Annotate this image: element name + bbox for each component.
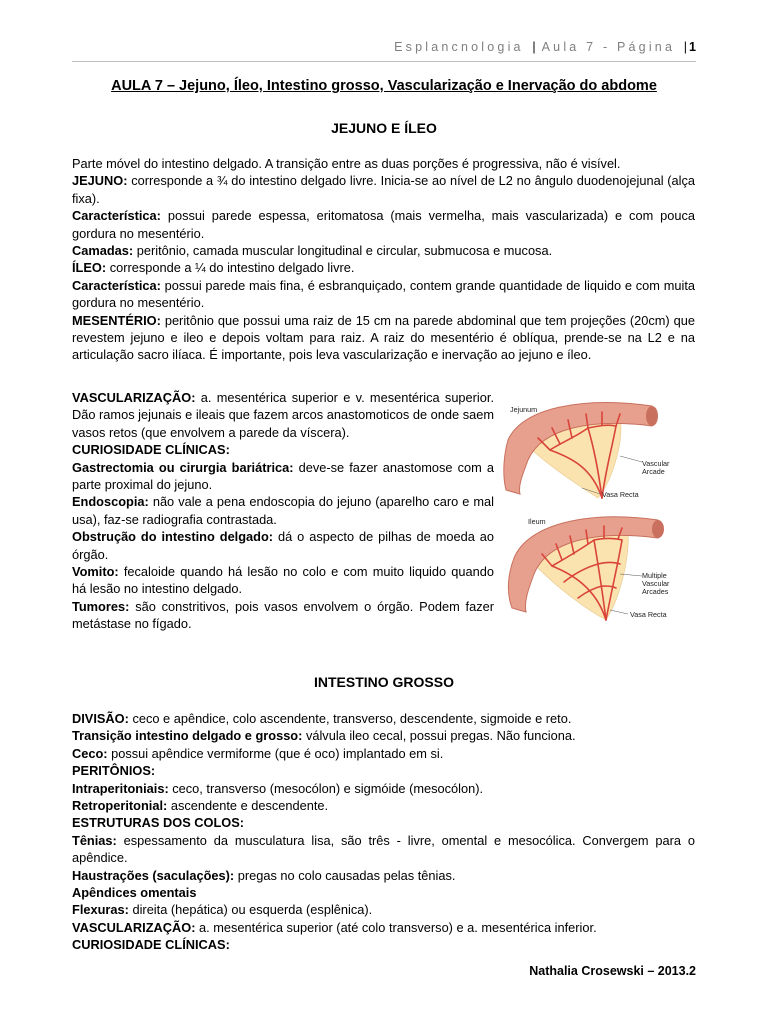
- intestine-vascular-arcades-figure: [502, 398, 702, 630]
- paragraph-curiosidades-heading: [72, 441, 494, 458]
- paragraph-caracteristica-ileo: [72, 277, 695, 312]
- label-multiple-2: Vascular: [642, 579, 670, 588]
- text-obstrucao: dá o aspecto de pilhas de moeda ao órgão.: [72, 529, 494, 562]
- paragraph-mesenterio: [72, 312, 695, 364]
- text-caracteristica-jejuno: possui parede espessa, eritomatosa (mais vermelha, mais vascularizada) e com pouca gordura no mesentério.: [72, 208, 695, 241]
- label-tumores: Tumores:: [72, 598, 130, 614]
- ileum-diagram: [508, 517, 670, 620]
- text-divisao: ceco e apêndice, colo ascendente, transverso, descendente, sigmoide e reto.: [132, 711, 572, 726]
- text-tumores: são constritivos, pois vasos envolvem o órgão. Podem fazer metástase no fígado.: [72, 598, 494, 632]
- text-retroperitonial: ascendente e descendente.: [170, 798, 329, 814]
- label-jejuno: JEJUNO:: [72, 173, 128, 189]
- label-intraperitoniais: Intraperitoniais:: [72, 780, 169, 796]
- paragraph-haustracoes: [72, 867, 695, 884]
- label-tenias: Tênias:: [72, 832, 117, 848]
- label-haustracoes: Haustrações (saculações):: [72, 867, 235, 883]
- text-haustracoes: pregas no colo causadas pelas tênias.: [237, 867, 456, 883]
- label-transicao: Transição intestino delgado e grosso:: [72, 728, 303, 744]
- label-vascular-arcade-1: Vascular: [642, 459, 670, 468]
- text-ileo: corresponde a ¼ do intestino delgado livre.: [109, 260, 355, 276]
- label-mesenterio: MESENTÉRIO:: [72, 312, 161, 328]
- paragraph-vomito: [72, 563, 494, 598]
- label-ileo: ÍLEO:: [72, 260, 107, 276]
- header-course: Esplancnologia: [394, 40, 524, 54]
- label-curiosidades: CURIOSIDADE CLÍNICAS:: [72, 442, 230, 458]
- text-camadas: peritônio, camada muscular longitudinal e circular, submucosa e mucosa.: [136, 243, 553, 259]
- text-intraperitoniais: ceco, transverso (mesocólon) e sigmóide (mesocólon).: [172, 780, 484, 796]
- jejunum-diagram: [504, 403, 670, 499]
- label-estruturas: ESTRUTURAS DOS COLOS:: [72, 815, 245, 831]
- text-tenias: espessamento da musculatura lisa, são três - livre, omental e mesocólica. Convergem para o apêndice.: [72, 832, 695, 866]
- label-camadas: Camadas:: [72, 243, 134, 259]
- paragraph-jejuno: [72, 172, 695, 207]
- label-flexuras: Flexuras:: [72, 902, 129, 918]
- label-vascularizacao: VASCULARIZAÇÃO:: [72, 390, 196, 405]
- header-separator: |: [532, 40, 536, 54]
- label-obstrucao: Obstrução do intestino delgado:: [72, 529, 274, 545]
- label-vasa-recta-bottom: Vasa Recta: [630, 610, 667, 619]
- leader-vascular-arcade: [620, 456, 642, 462]
- paragraph-peritonios: [72, 762, 695, 779]
- label-peritonios: PERITÔNIOS:: [72, 763, 156, 779]
- paragraph-intro: [72, 155, 695, 172]
- text-caracteristica-ileo: possui parede mais fina, é esbranquiçado, contem grande quantidade de liquido e com muita gordura no mesentério.: [72, 277, 695, 311]
- text-mesenterio: peritônio que possui uma raiz de 15 cm na parede abdominal que tem projeções (20cm) que revestem jejuno e ileo e depois voltam para raiz. A raiz do mesentério é oblíqua, prende-se na L2 e na articulação sacro ilíaca. É importante, pois leva vascularização e inervação ao jejuno e íleo.: [72, 312, 695, 363]
- text-gastrectomia: deve-se fazer anastomose com a parte proximal do jejuno.: [72, 459, 494, 493]
- paragraph-obstrucao: [72, 528, 494, 563]
- paragraph-retroperitonial: [72, 797, 695, 814]
- label-ceco: Ceco:: [72, 745, 108, 761]
- text-flexuras: direita (hepática) ou esquerda (esplênica).: [132, 902, 373, 918]
- text-jejuno: corresponde a ¾ do intestino delgado livre. Inicia-se ao nível de L2 no ângulo duodenojejunal (alça fixa).: [72, 173, 695, 206]
- document-title: AULA 7 – Jejuno, Íleo, Intestino grosso, Vascularização e Inervação do abdome: [111, 78, 657, 94]
- label-vomito: Vomito:: [72, 564, 119, 580]
- paragraph-vascularizacao-grosso: [72, 919, 695, 936]
- paragraph-gastrectomia: [72, 459, 494, 494]
- paragraph-flexuras: [72, 901, 695, 918]
- paragraph-endoscopia: [72, 493, 494, 528]
- running-header: [76, 40, 696, 54]
- label-vasa-recta-top: Vasa Recta: [602, 490, 639, 499]
- label-endoscopia: Endoscopia:: [72, 494, 149, 510]
- text-endoscopia: não vale a pena endoscopia do jejuno (aparelho caro e mal usa), faz-se radiografia contrastada.: [72, 494, 494, 527]
- label-caracteristica-jejuno: Característica:: [72, 208, 161, 224]
- text-vascularizacao: a. mesentérica superior e v. mesentérica superior. Dão ramos jejunais e ileais que fazem arcos anastomoticos de onde saem vasos retos (que envolvem a parede da víscera).: [72, 390, 495, 440]
- paragraph-tenias: [72, 832, 695, 867]
- label-jejunum: Jejunum: [510, 405, 538, 414]
- text-vascularizacao-grosso: a. mesentérica superior (até colo transverso) e a. mesentérica inferior.: [199, 919, 597, 935]
- section-body-vascularizacao: [72, 389, 494, 633]
- section-heading-jejuno-ileo: JEJUNO E ÍLEO: [331, 120, 437, 136]
- paragraph-tumores: [72, 598, 494, 633]
- header-separator-2: |: [683, 40, 688, 54]
- section-body-intestino-grosso: [72, 710, 695, 954]
- paragraph-apendices: [72, 884, 695, 901]
- ileum-lumen: [652, 520, 664, 538]
- paragraph-curiosidades-grosso: [72, 936, 695, 953]
- text-transicao: válvula ileo cecal, possui pregas. Não funciona.: [305, 728, 576, 744]
- paragraph-ceco: [72, 745, 695, 762]
- label-curiosidades-grosso: CURIOSIDADE CLÍNICAS:: [72, 937, 230, 953]
- label-multiple-1: Multiple: [642, 571, 667, 580]
- paragraph-estruturas: [72, 814, 695, 831]
- paragraph-transicao: [72, 727, 695, 744]
- section-heading-intestino-grosso: INTESTINO GROSSO: [313, 674, 454, 690]
- paragraph-vascularizacao: [72, 389, 494, 441]
- leader-vasa-recta-bottom: [610, 610, 628, 614]
- label-apendices: Apêndices omentais: [72, 885, 197, 901]
- label-multiple-3: Arcades: [642, 587, 669, 596]
- footer-author: Nathalia Crosewski – 2013.2: [529, 964, 696, 978]
- intestine-illustration: [502, 398, 702, 630]
- section-body-jejuno-ileo: [72, 155, 695, 364]
- header-page-number: 1: [689, 40, 696, 54]
- header-lesson: Aula 7 - Página: [541, 40, 676, 54]
- label-divisao: DIVISÃO:: [72, 711, 129, 726]
- label-ileum: Ileum: [528, 517, 546, 526]
- text-intro: Parte móvel do intestino delgado. A transição entre as duas porções é progressiva, não é visível.: [72, 156, 621, 171]
- label-caracteristica-ileo: Característica:: [72, 277, 161, 293]
- paragraph-ileo: [72, 259, 695, 276]
- label-retroperitonial: Retroperitonial:: [72, 798, 168, 814]
- paragraph-divisao: [72, 710, 695, 727]
- text-vomito: fecaloide quando há lesão no colo e com muito liquido quando há lesão no intestino delgado.: [72, 564, 494, 597]
- jejunum-lumen: [646, 406, 658, 426]
- label-vascular-arcade-2: Arcade: [642, 467, 665, 476]
- paragraph-camadas: [72, 242, 695, 259]
- header-rule: [72, 61, 696, 62]
- text-ceco: possui apêndice vermiforme (que é oco) implantado em si.: [111, 745, 444, 761]
- paragraph-intraperitoniais: [72, 780, 695, 797]
- paragraph-caracteristica-jejuno: [72, 207, 695, 242]
- label-gastrectomia: Gastrectomia ou cirurgia bariátrica:: [72, 459, 294, 475]
- label-vascularizacao-grosso: VASCULARIZAÇÃO:: [72, 919, 196, 935]
